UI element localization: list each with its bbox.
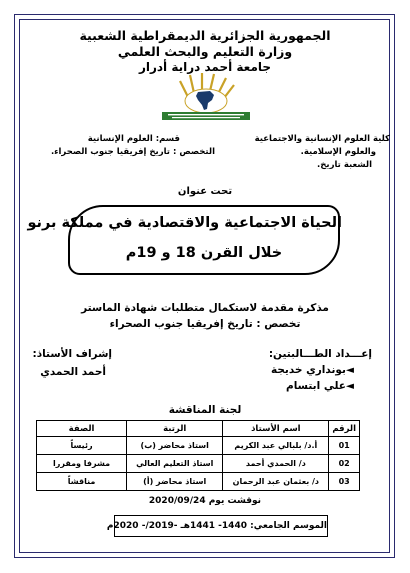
table-cell: 02 <box>329 455 360 473</box>
column-header: الصفة <box>37 421 127 437</box>
table-cell: استاذ محاضر (ب) <box>127 437 223 455</box>
memo-line-1: مذكرة مقدمة لاستكمال متطلبات شهادة الماستر <box>81 302 329 314</box>
arrow-bullet-icon: ◄ <box>345 364 354 376</box>
university-logo <box>158 63 254 123</box>
faculty-line-2: والعلوم الإسلامية. <box>300 147 376 157</box>
supervisor-heading: إشراف الأستاذ: <box>32 348 112 360</box>
student-name: بونداري خديجة <box>270 364 346 376</box>
thesis-title-line-2: خلال القرن 18 و 19م <box>125 245 283 261</box>
committee-table <box>36 420 360 491</box>
student-1 <box>271 364 354 376</box>
under-title-label: تحت عنوان <box>177 186 233 197</box>
table-cell: مشرفا ومقررا <box>37 455 127 473</box>
supervisor-name: أحمد الحمدي <box>40 366 106 378</box>
academic-season: الموسم الجامعي: 1440- 1441هـ -2019/- 2020م <box>114 515 328 537</box>
memo-line-2: تخصص : تاريخ إفريقيا جنوب الصحراء <box>109 318 301 330</box>
table-row <box>37 455 360 473</box>
table-cell: د/ الحمدي أحمد <box>223 455 329 473</box>
university-heading: جامعة أحمد دراية أدرار <box>138 60 272 74</box>
column-header: الرتبة <box>127 421 223 437</box>
table-cell: رئيساً <box>37 437 127 455</box>
student-name: علي ابتسام <box>286 380 346 392</box>
table-cell: استاذ محاضر (أ) <box>127 473 223 491</box>
committee-heading: لجنة المناقشة <box>168 404 242 416</box>
table-row <box>37 437 360 455</box>
table-cell: أ.د/ بلبالي عبد الكريم <box>223 437 329 455</box>
specialty-line: التخصص : تاريخ إفريقيا جنوب الصحراء. <box>50 147 215 157</box>
arrow-bullet-icon: ◄ <box>345 380 354 392</box>
column-header: اسم الأستاذ <box>223 421 329 437</box>
republic-heading: الجمهورية الجزائرية الديمقراطية الشعبية <box>79 28 331 43</box>
table-cell: استاذ التعليم العالي <box>127 455 223 473</box>
department-line: قسم: العلوم الإنسانية <box>87 134 180 144</box>
defense-date: نوقشت يوم 2020/09/24 <box>148 496 262 506</box>
table-cell: مناقشاً <box>37 473 127 491</box>
ministry-heading: وزارة التعليم والبحث العلمي <box>117 44 293 59</box>
faculty-line-3: الشعبة تاريخ. <box>317 160 372 170</box>
table-row <box>37 473 360 491</box>
student-2 <box>286 380 354 392</box>
thesis-title-line-1: الحياة الاجتماعية والاقتصادية في مملكة برنو <box>27 215 342 231</box>
table-cell: 03 <box>329 473 360 491</box>
faculty-line-1: كلية العلوم الإنسانية والاجتماعية <box>254 134 390 144</box>
table-header-row <box>37 421 360 437</box>
table-cell: 01 <box>329 437 360 455</box>
column-header: الرقم <box>329 421 360 437</box>
students-heading: إعـــداد الطـــالبتين: <box>268 348 372 360</box>
table-cell: د/ بعثمان عبد الرحمان <box>223 473 329 491</box>
